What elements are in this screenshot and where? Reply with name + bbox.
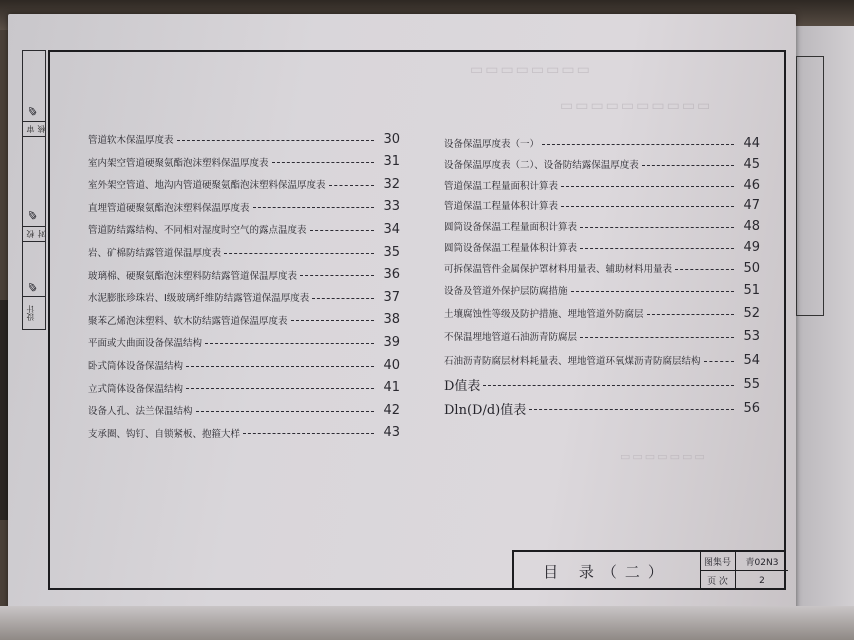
toc-entry-page: 35 <box>383 244 400 260</box>
toc-entry <box>444 239 760 255</box>
toc-entry <box>444 328 760 344</box>
show-through-text: ▭▭▭▭▭▭▭ <box>620 450 707 463</box>
toc-entry <box>444 218 760 234</box>
toc-leader-dashes <box>580 248 734 249</box>
toc-entry-title: 石油沥青防腐层材料耗量表、埋地管道环氧煤沥青防腐层结构 <box>444 356 701 367</box>
toc-leader-dashes <box>291 320 374 321</box>
toc-leader-dashes <box>253 207 374 208</box>
title-block <box>512 550 786 590</box>
toc-leader-dashes <box>561 186 734 187</box>
toc-entry-page: 54 <box>743 352 760 368</box>
toc-leader-dashes <box>580 337 734 338</box>
title-block-title: 目 录（二） <box>514 552 701 590</box>
toc-entry <box>88 357 400 373</box>
toc-entry-page: 55 <box>743 376 760 392</box>
toc-entry-title: 聚苯乙烯泡沫塑料、软木防结露管道保温厚度表 <box>88 315 288 327</box>
toc-entry-page: 56 <box>743 400 760 416</box>
toc-leader-dashes <box>675 269 734 270</box>
strip-label-3: 设计 <box>26 305 35 321</box>
toc-entry-title: 卧式筒体设备保温结构 <box>88 361 184 372</box>
toc-entry-title: 支承圈、钩钉、自锁紧板、抱箍大样 <box>88 428 241 440</box>
toc-entry-page: 45 <box>743 156 760 172</box>
toc-leader-dashes <box>647 314 734 315</box>
toc-entry <box>444 305 760 321</box>
toc-entry-title: 设备保温厚度表（一） <box>444 139 540 150</box>
toc-entry-title: 玻璃棉、硬聚氨酯泡沫塑料防结露管道保温厚度表 <box>88 270 298 282</box>
toc-entry-title: 设备及管道外保护层防腐措施 <box>444 286 568 297</box>
strip-label-2: 校对 <box>26 230 46 238</box>
toc-entry <box>444 156 760 172</box>
toc-entry <box>444 135 760 151</box>
toc-entry-page: 36 <box>383 267 400 283</box>
strip-divider <box>23 241 45 242</box>
toc-entry-title: 直埋管道硬聚氨酯泡沫塑料保温厚度表 <box>88 202 250 214</box>
toc-entry-title: 设备保温厚度表（二）、设备防结露保温厚度表 <box>444 160 639 171</box>
toc-leader-dashes <box>310 230 374 231</box>
toc-entry-page: 46 <box>743 177 760 193</box>
toc-entry-title: 水泥膨胀珍珠岩、Ⅰ级玻璃纤维防结露管道保温厚度表 <box>88 293 310 305</box>
toc-entry-title: Dln(D/d)值表 <box>444 402 527 418</box>
toc-entry-title: 岩、矿棉防结露管道保温厚度表 <box>88 248 222 259</box>
toc-entry-title: D值表 <box>444 378 481 394</box>
toc-entry-title: 不保温埋地管道石油沥青防腐层 <box>444 332 578 343</box>
toc-entry-title: 室内架空管道硬聚氨酯泡沫塑料保温厚度表 <box>88 157 269 169</box>
strip-divider <box>23 136 45 137</box>
toc-entry-page: 53 <box>743 328 760 344</box>
toc-entry-page: 47 <box>743 197 760 213</box>
toc-entry <box>444 376 760 392</box>
toc-entry-title: 圆筒设备保温工程量面积计算表 <box>444 222 578 233</box>
toc-entry <box>444 352 760 368</box>
toc-leader-dashes <box>272 162 374 163</box>
toc-leader-dashes <box>186 388 374 389</box>
toc-leader-dashes <box>561 206 734 207</box>
toc-entry-title: 土壤腐蚀性等级及防护措施、埋地管道外防腐层 <box>444 309 644 320</box>
page-label: 页 次 <box>700 571 736 590</box>
toc-entry <box>444 177 760 193</box>
toc-entry-title: 可拆保温管件金属保护罩材料用量表、辅助材料用量表 <box>444 264 673 275</box>
toc-leader-dashes <box>224 253 374 254</box>
toc-entry-title: 管道保温工程量体积计算表 <box>444 201 559 212</box>
toc-leader-dashes <box>704 361 734 362</box>
toc-leader-dashes <box>243 433 374 434</box>
toc-entry-page: 43 <box>383 425 400 441</box>
toc-leader-dashes <box>642 165 734 166</box>
toc-entry <box>88 221 400 237</box>
toc-entry-page: 42 <box>383 402 400 418</box>
toc-entry <box>444 400 760 416</box>
toc-entry <box>88 176 400 192</box>
toc-entry <box>444 282 760 298</box>
toc-entry-page: 41 <box>383 380 400 396</box>
toc-entry-page: 50 <box>743 260 760 276</box>
toc-entry-title: 管道软木保温厚度表 <box>88 135 174 146</box>
toc-entry <box>88 267 400 283</box>
toc-entry <box>88 289 400 305</box>
toc-entry-title: 室外架空管道、地沟内管道硬聚氨酯泡沫塑料保温厚度表 <box>88 180 326 192</box>
atlas-no-value: 青02N3 <box>736 552 788 571</box>
toc-leader-dashes <box>529 409 734 410</box>
strip-label-1: 审核 <box>26 125 46 133</box>
toc-entry-page: 34 <box>383 221 400 237</box>
toc-leader-dashes <box>571 291 734 292</box>
toc-leader-dashes <box>205 343 374 344</box>
toc-entry <box>88 131 400 147</box>
toc-entry-page: 51 <box>743 282 760 298</box>
toc-entry-page: 32 <box>383 176 400 192</box>
toc-entry <box>88 380 400 396</box>
signature-2: ✎ <box>26 206 41 221</box>
toc-entry-page: 52 <box>743 305 760 321</box>
toc-entry-page: 48 <box>743 218 760 234</box>
toc-entry <box>88 199 400 215</box>
toc-entry-page: 30 <box>383 131 400 147</box>
toc-entry <box>88 154 400 170</box>
toc-entry <box>88 312 400 328</box>
toc-leader-dashes <box>312 298 374 299</box>
signature-strip <box>22 50 46 330</box>
toc-entry-title: 管道保温工程量面积计算表 <box>444 181 559 192</box>
atlas-no-label: 图集号 <box>700 552 736 571</box>
toc-entry <box>88 402 400 418</box>
show-through-text: ▭▭▭▭▭▭▭▭▭▭ <box>560 98 713 114</box>
toc-leader-dashes <box>329 185 374 186</box>
toc-entry-title: 圆筒设备保温工程量体积计算表 <box>444 243 578 254</box>
toc-entry <box>88 244 400 260</box>
toc-leader-dashes <box>196 411 374 412</box>
toc-entry-page: 33 <box>383 199 400 215</box>
toc-entry-title: 平面或大曲面设备保温结构 <box>88 338 203 350</box>
toc-leader-dashes <box>542 144 734 145</box>
page-bottom-edge <box>0 606 854 640</box>
toc-entry-page: 49 <box>743 239 760 255</box>
toc-leader-dashes <box>483 385 734 386</box>
toc-entry-page: 40 <box>383 357 400 373</box>
toc-entry <box>88 334 400 350</box>
toc-entry-title: 设备人孔、法兰保温结构 <box>88 406 193 418</box>
signature-1: ✎ <box>26 102 41 117</box>
strip-divider <box>23 296 45 297</box>
show-through-text: ▭▭▭▭▭▭▭▭ <box>470 62 592 78</box>
toc-entry <box>88 425 400 441</box>
toc-entry-page: 44 <box>743 135 760 151</box>
toc-entry-page: 31 <box>383 154 400 170</box>
toc-entry-page: 37 <box>383 289 400 305</box>
toc-entry-page: 39 <box>383 334 400 350</box>
toc-leader-dashes <box>300 275 374 276</box>
signature-3: ✎ <box>26 278 41 293</box>
toc-leader-dashes <box>186 366 374 367</box>
toc-entry <box>444 197 760 213</box>
toc-entry-title: 立式筒体设备保温结构 <box>88 383 184 395</box>
toc-entry-title: 管道防结露结构、不同相对湿度时空气的露点温度表 <box>88 225 307 237</box>
toc-leader-dashes <box>580 227 734 228</box>
next-page-signature-strip <box>796 56 824 316</box>
toc-entry <box>444 260 760 276</box>
page-value: 2 <box>759 575 765 586</box>
toc-entry-page: 38 <box>383 312 400 328</box>
toc-leader-dashes <box>177 140 374 141</box>
